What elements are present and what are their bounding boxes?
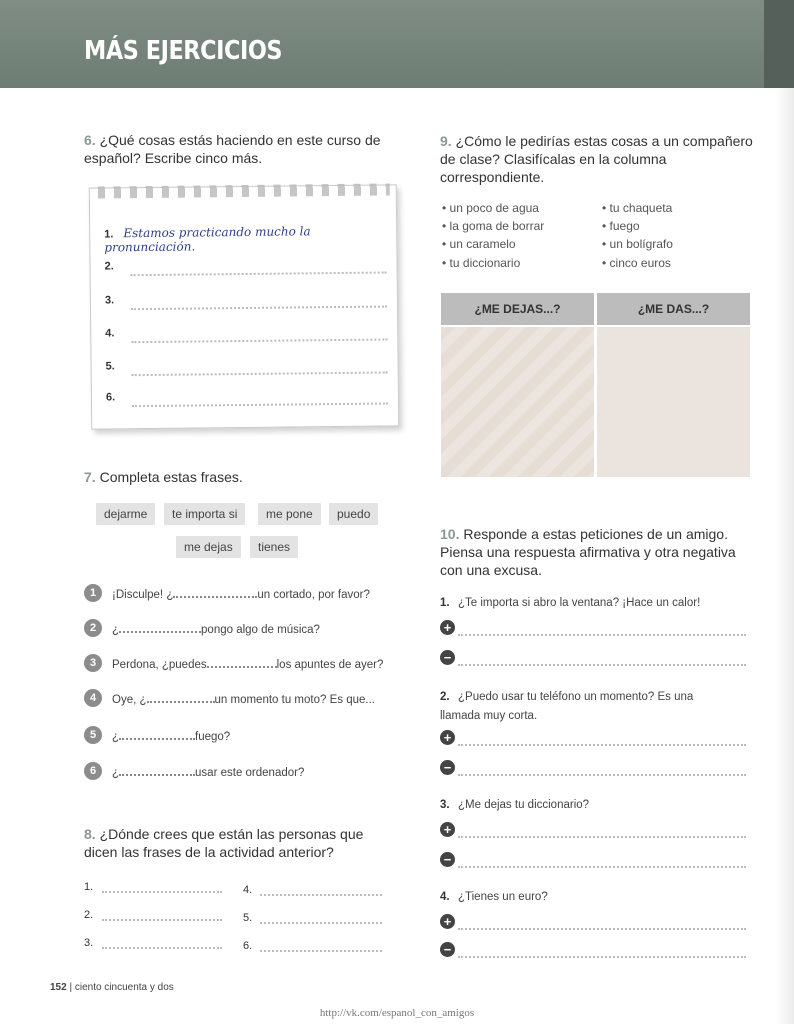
- exercise-8-number: 8.: [84, 826, 96, 842]
- item-label: la goma de borrar: [449, 219, 545, 233]
- sentence-text-before: Oye, ¿: [112, 694, 147, 706]
- notepad-rings: [98, 183, 390, 198]
- exercise-7-prompt: [84, 468, 243, 486]
- sentence-text-after: un momento tu moto? Es que...: [214, 694, 375, 706]
- sentence-text-before: ¡Disculpe! ¿: [112, 589, 174, 601]
- answer-label: 5.: [243, 912, 253, 924]
- sentence-number-badge: 5: [84, 726, 102, 744]
- word-chip[interactable]: me pone: [258, 503, 321, 525]
- sentence-text-after: los apuntes de ayer?: [276, 659, 384, 671]
- sentence-6: [112, 764, 304, 779]
- item-bullet: • la goma de borrar: [442, 219, 545, 233]
- page-number-words: ciento cincuenta y dos: [74, 982, 174, 993]
- request-4: [440, 891, 548, 903]
- column-header-me-dejas: ¿ME DEJAS...?: [441, 293, 594, 325]
- exercise-10-number: 10.: [440, 526, 460, 542]
- minus-icon: −: [440, 942, 455, 957]
- negative-answer-line[interactable]: [458, 866, 746, 868]
- column-cell-me-das[interactable]: [597, 327, 750, 477]
- item-label: tu chaqueta: [609, 201, 673, 215]
- exercise-9-prompt: [440, 132, 760, 186]
- sentence-text-before: ¿: [112, 767, 120, 779]
- exercise-6-prompt: [84, 131, 404, 167]
- word-chip[interactable]: me dejas: [176, 536, 241, 558]
- exercise-6-text: ¿Qué cosas estás haciendo en este curso de español? Escribe cinco más.: [84, 132, 381, 166]
- sentence-number-badge: 1: [84, 584, 102, 602]
- answer-label: 4.: [243, 884, 253, 896]
- header-edge: [764, 0, 794, 88]
- item-label: tu diccionario: [449, 256, 521, 270]
- exercise-10-text: Responde a estas peticiones de un amigo. Piensa una respuesta afirmativa y otra negativa con una excusa.: [440, 526, 736, 578]
- notepad-line-number: 3.: [104, 294, 115, 307]
- sentence-text-after: fuego?: [195, 731, 231, 743]
- item-bullet: • un poco de agua: [442, 201, 539, 215]
- affirmative-answer-line[interactable]: [458, 836, 746, 838]
- minus-icon: −: [440, 650, 455, 665]
- item-bullet: • cinco euros: [602, 256, 671, 270]
- page-number: 152: [50, 982, 67, 993]
- request-number: 2.: [440, 691, 450, 703]
- item-label: un caramelo: [449, 237, 516, 251]
- watermark-url: http://vk.com/espanol_con_amigos: [319, 1007, 475, 1019]
- answer-line[interactable]: [260, 922, 382, 924]
- affirmative-answer-line[interactable]: [458, 634, 746, 636]
- sentence-5: [112, 728, 230, 743]
- sentence-text-after: un cortado, por favor?: [257, 589, 370, 601]
- answer-line[interactable]: [102, 919, 222, 921]
- plus-icon: +: [440, 822, 455, 837]
- notepad-line-number: 4.: [105, 327, 115, 340]
- notepad-example-answer: Estamos practicando mucho la pronunciación.: [104, 224, 311, 255]
- negative-answer-line[interactable]: [458, 956, 746, 958]
- sentence-text-before: Perdona, ¿puedes: [112, 659, 207, 671]
- sentence-blank[interactable]: [119, 728, 195, 740]
- notepad-line-5[interactable]: [106, 357, 388, 380]
- item-label: un bolígrafo: [609, 237, 673, 251]
- sentence-2: [112, 621, 320, 636]
- item-bullet: • un bolígrafo: [602, 237, 673, 251]
- notepad-line-number: 1.: [104, 228, 114, 241]
- exercise-9-number: 9.: [440, 133, 452, 149]
- word-chip[interactable]: te importa si: [164, 503, 245, 525]
- request-number: 1.: [440, 597, 450, 609]
- plus-icon: +: [440, 730, 455, 745]
- sentence-blank[interactable]: [207, 656, 277, 668]
- plus-icon: +: [440, 914, 455, 929]
- answer-label: 2.: [84, 909, 94, 921]
- exercise-10-prompt: [440, 525, 760, 579]
- affirmative-answer-line[interactable]: [458, 928, 746, 930]
- item-bullet: • fuego: [602, 219, 640, 233]
- exercise-6-number: 6.: [84, 132, 96, 148]
- exercise-7-text: Completa estas frases.: [99, 469, 243, 485]
- item-bullet: • tu diccionario: [442, 256, 521, 270]
- page-gutter-shadow: [776, 88, 794, 1024]
- request-text: ¿Puedo usar tu teléfono un momento? Es una llamada muy corta.: [440, 691, 694, 722]
- notepad: [89, 184, 400, 429]
- sentence-blank[interactable]: [173, 586, 257, 598]
- request-text: ¿Me dejas tu diccionario?: [458, 799, 590, 811]
- item-label: cinco euros: [609, 256, 671, 270]
- exercise-7-number: 7.: [84, 469, 96, 485]
- minus-icon: −: [440, 760, 455, 775]
- request-text: ¿Tienes un euro?: [458, 891, 548, 903]
- sentence-number-badge: 4: [84, 689, 102, 707]
- answer-line[interactable]: [260, 894, 382, 896]
- item-bullet: • tu chaqueta: [602, 201, 673, 215]
- answer-line[interactable]: [102, 947, 222, 949]
- sentence-blank[interactable]: [147, 691, 215, 703]
- sentence-blank[interactable]: [119, 621, 201, 633]
- notepad-line-number: 2.: [104, 260, 114, 273]
- notepad-line-2[interactable]: [105, 258, 387, 281]
- notepad-line-3[interactable]: [105, 292, 387, 315]
- negative-answer-line[interactable]: [458, 664, 746, 666]
- page-footer: 152 | ciento cincuenta y dos: [50, 982, 174, 993]
- answer-line[interactable]: [102, 891, 222, 893]
- notepad-line-4[interactable]: [105, 325, 387, 348]
- exercise-9-text: ¿Cómo le pedirías estas cosas a un compañero de clase? Clasifícalas en la columna correspondiente.: [440, 133, 753, 185]
- sentence-blank[interactable]: [119, 764, 195, 776]
- column-cell-me-dejas[interactable]: [441, 327, 594, 477]
- request-number: 3.: [440, 799, 450, 811]
- notepad-line-number: 6.: [105, 391, 116, 404]
- page-title: MÁS EJERCICIOS: [84, 36, 283, 66]
- sentence-number-badge: 6: [84, 762, 102, 780]
- sentence-text-after: pongo algo de música?: [201, 624, 320, 636]
- affirmative-answer-line[interactable]: [458, 744, 746, 746]
- answer-line[interactable]: [260, 950, 382, 952]
- exercise-8-prompt: [84, 825, 384, 861]
- item-label: un poco de agua: [449, 201, 539, 215]
- notepad-line-1: [104, 224, 386, 255]
- sentence-text-after: usar este ordenador?: [195, 767, 305, 779]
- item-bullet: • un caramelo: [442, 237, 516, 251]
- request-3: [440, 799, 589, 811]
- sentence-text-before: ¿: [112, 624, 120, 636]
- answer-label: 6.: [243, 940, 253, 952]
- word-chip[interactable]: puedo: [329, 503, 378, 525]
- request-number: 4.: [440, 891, 450, 903]
- notepad-line-number: 5.: [105, 360, 115, 373]
- answer-label: 1.: [84, 881, 94, 893]
- sentence-text-before: ¿: [112, 731, 120, 743]
- request-2: [440, 688, 730, 726]
- minus-icon: −: [440, 852, 455, 867]
- item-label: fuego: [609, 219, 640, 233]
- negative-answer-line[interactable]: [458, 774, 746, 776]
- column-header-me-das: ¿ME DAS...?: [597, 293, 750, 325]
- plus-icon: +: [440, 620, 455, 635]
- word-chip[interactable]: tienes: [250, 536, 298, 558]
- sentence-number-badge: 3: [84, 654, 102, 672]
- notepad-line-6[interactable]: [106, 388, 388, 411]
- answer-label: 3.: [84, 937, 94, 949]
- word-chip[interactable]: dejarme: [96, 503, 155, 525]
- sentence-4: [112, 691, 375, 706]
- sentence-1: [112, 586, 370, 601]
- request-text: ¿Te importa si abro la ventana? ¡Hace un calor!: [458, 597, 701, 609]
- sentence-number-badge: 2: [84, 619, 102, 637]
- sentence-3: [112, 656, 383, 671]
- exercise-8-text: ¿Dónde crees que están las personas que dicen las frases de la actividad anterior?: [84, 826, 364, 860]
- request-1: [440, 597, 700, 609]
